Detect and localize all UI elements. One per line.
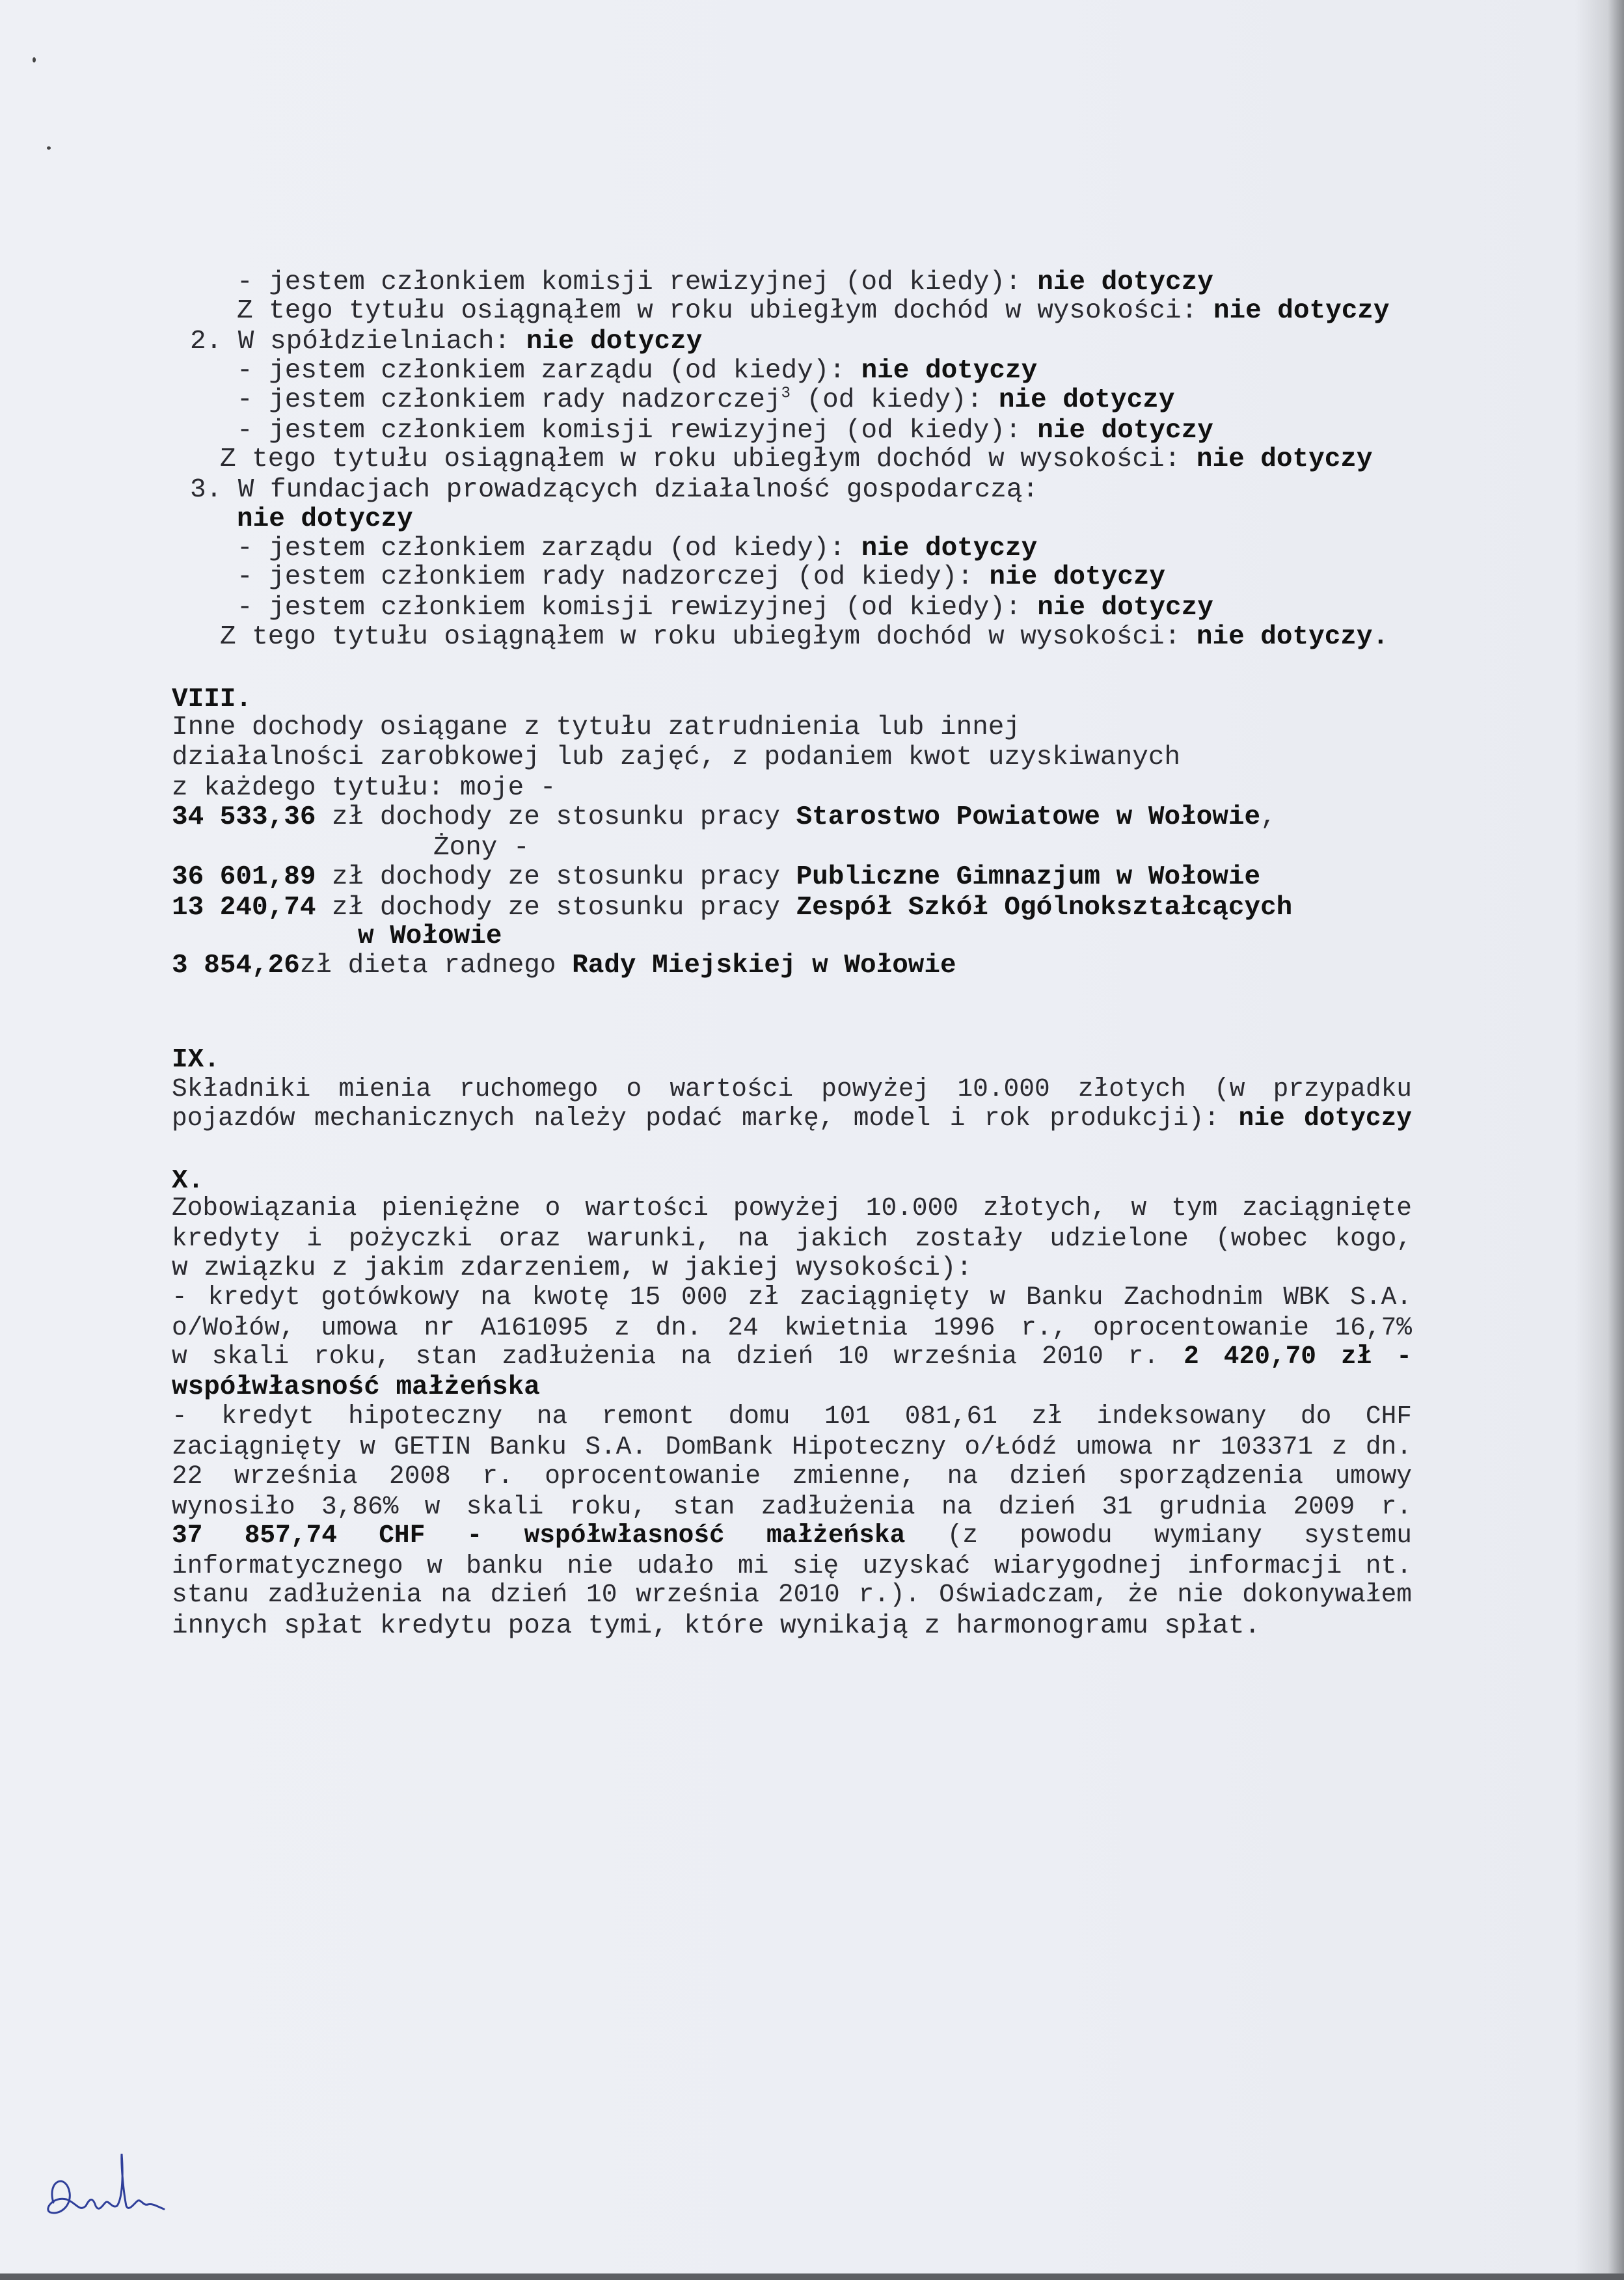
text-line [220,444,1373,474]
text-segment: - kredyt gotówkowy na kwotę 15 000 zł zaciągnięty w Banku Zachodnim WBK S.A. [172,1282,1412,1312]
text-segment: - kredyt hipoteczny na remont domu 101 081,61 zł indeksowany do CHF [172,1402,1412,1431]
bold-text: 36 601,89 [172,862,316,892]
text-line [172,1372,540,1402]
bold-text: nie dotyczy [1037,593,1213,623]
text-segment: zł dieta radnego [299,951,573,981]
bold-text: VIII. [172,685,252,714]
text-line [172,1313,1412,1343]
text-line [172,1492,1412,1522]
bold-text: nie dotyczy [861,356,1038,386]
text-segment: 2. W spółdzielniach: [190,327,526,357]
bold-text: współwłasność małżeńska [172,1372,540,1402]
bold-text: nie dotyczy [237,504,413,534]
text-line [172,1432,1412,1462]
bold-text: nie dotyczy [989,562,1166,592]
text-line [172,951,956,981]
bold-text: nie dotyczy [1037,267,1213,297]
text-segment: (od kiedy): [790,385,999,415]
text-line [358,921,502,951]
text-segment: Z tego tytułu osiągnąłem w roku ubiegłym dochód w wysokości: [237,296,1213,326]
text-segment: (z powodu wymiany systemu [905,1521,1412,1550]
bold-text: 3 854,26 [172,951,300,981]
bold-text: 2 420,70 zł - [1184,1342,1413,1371]
text-segment: pojazdów mechanicznych należy podać markę, model i rok produkcji): [172,1104,1239,1133]
text-line [172,712,1020,742]
text-line [190,475,1038,505]
text-line [172,685,252,714]
text-segment: , [1260,802,1277,832]
bold-text: 37 857,74 CHF - współwłasność małżeńska [172,1521,906,1550]
text-line [172,893,1292,923]
scan-speck [33,57,36,62]
text-segment: Z tego tytułu osiągnąłem w roku ubiegłym dochód w wysokości: [220,444,1197,474]
text-line [172,1461,1412,1491]
text-line [190,327,702,357]
bold-text: nie dotyczy [861,534,1038,563]
text-line [237,593,1213,623]
text-line [237,504,413,534]
text-segment: - jestem członkiem komisji rewizyjnej (od kiedy): [237,416,1038,446]
text-segment: zł dochody ze stosunku pracy [316,862,796,892]
bold-text: Starostwo Powiatowe w Wołowie [796,802,1261,832]
text-segment: 3. W fundacjach prowadzących działalność gospodarczą: [190,475,1039,505]
text-segment: - jestem członkiem rady nadzorczej [237,385,781,415]
text-segment: Inne dochody osiągane z tytułu zatrudnienia lub innej [172,712,1021,742]
text-line [172,773,556,803]
bold-text: nie dotyczy [1037,416,1213,446]
text-line [237,416,1213,446]
text-line [237,534,1037,563]
text-segment: zł dochody ze stosunku pracy [316,802,796,832]
text-line [237,385,1174,415]
text-line [172,1611,1260,1641]
text-line [172,1253,972,1283]
text-segment: - jestem członkiem komisji rewizyjnej (od kiedy): [237,267,1038,297]
text-line [172,802,1277,832]
bold-text: 13 240,74 [172,893,316,923]
text-line [172,1104,1412,1133]
text-segment: zł dochody ze stosunku pracy [316,893,796,923]
footnote-marker: 3 [781,385,791,403]
text-segment: z każdego tytułu: moje - [172,773,556,803]
text-line [172,1580,1412,1610]
text-segment: Zobowiązania pieniężne o wartości powyżej 10.000 złotych, w tym zaciągnięte [172,1193,1412,1223]
bold-text: Publiczne Gimnazjum w Wołowie [796,862,1261,892]
handwritten-signature [40,2141,170,2238]
text-segment: Z tego tytułu osiągnąłem w roku ubiegłym dochód w wysokości: [220,622,1197,652]
text-line [237,267,1213,297]
scan-speck [47,146,51,150]
text-segment: - jestem członkiem zarządu (od kiedy): [237,356,861,386]
text-line [172,1166,204,1196]
text-segment: Składniki mienia ruchomego o wartości powyżej 10.000 złotych (w przypadku [172,1074,1412,1104]
text-line [220,622,1388,652]
text-segment: informatycznego w banku nie udało mi się uzyskać wiarygodnej informacji nt. [172,1551,1412,1581]
text-segment: w związku z jakim zdarzeniem, w jakiej wysokości): [172,1253,973,1283]
text-segment: - jestem członkiem zarządu (od kiedy): [237,534,861,563]
text-segment: wynosiło 3,86% w skali roku, stan zadłużenia na dzień 31 grudnia 2009 r. [172,1492,1412,1521]
text-segment: działalności zarobkowej lub zajęć, z podaniem kwot uzyskiwanych [172,742,1181,772]
bold-text: nie dotyczy [1196,444,1373,474]
text-segment: stanu zadłużenia na dzień 10 września 2010 r.). Oświadczam, że nie dokonywałem [172,1580,1412,1609]
scan-border [0,2273,1624,2280]
bold-text: w Wołowie [358,921,502,951]
text-segment: zaciągnięty w GETIN Banku S.A. DomBank Hipoteczny o/Łódź umowa nr 103371 z dn. [172,1432,1412,1461]
text-segment: innych spłat kredytu poza tymi, które wynikają z harmonogramu spłat. [172,1611,1261,1641]
bold-text: 34 533,36 [172,802,316,832]
text-line [433,833,530,863]
text-segment: kredyty i pożyczki oraz warunki, na jakich zostały udzielone (wobec kogo, [172,1224,1412,1253]
text-segment: 22 września 2008 r. oprocentowanie zmienne, na dzień sporządzenia umowy [172,1461,1412,1491]
text-segment: o/Wołów, umowa nr A161095 z dn. 24 kwietnia 1996 r., oprocentowanie 16,7% [172,1313,1412,1342]
text-line [172,742,1180,772]
text-line [172,1402,1412,1432]
text-line [172,1045,220,1075]
text-line [237,296,1390,326]
text-line [172,1551,1412,1581]
text-line [172,1193,1412,1223]
bold-text: Zespół Szkół Ogólnokształcących [796,893,1293,923]
bold-text: nie dotyczy [998,385,1175,415]
bold-text: nie dotyczy [526,327,703,357]
text-line [172,1074,1412,1104]
bold-text: Rady Miejskiej w Wołowie [572,951,956,981]
text-segment: Żony - [433,833,530,863]
bold-text: nie dotyczy [1238,1104,1412,1133]
bold-text: IX. [172,1045,220,1075]
text-line [172,1224,1412,1254]
text-line [237,356,1037,386]
text-line [172,1342,1412,1372]
bold-text: nie dotyczy. [1196,622,1389,652]
text-line [237,562,1165,592]
bold-text: nie dotyczy [1213,296,1390,326]
bold-text: X. [172,1166,204,1196]
text-segment: - jestem członkiem rady nadzorczej (od kiedy): [237,562,990,592]
text-segment: - jestem członkiem komisji rewizyjnej (od kiedy): [237,593,1038,623]
text-line [172,862,1260,892]
text-line [172,1282,1412,1312]
text-line [172,1521,1412,1551]
text-segment: w skali roku, stan zadłużenia na dzień 10 września 2010 r. [172,1342,1184,1371]
